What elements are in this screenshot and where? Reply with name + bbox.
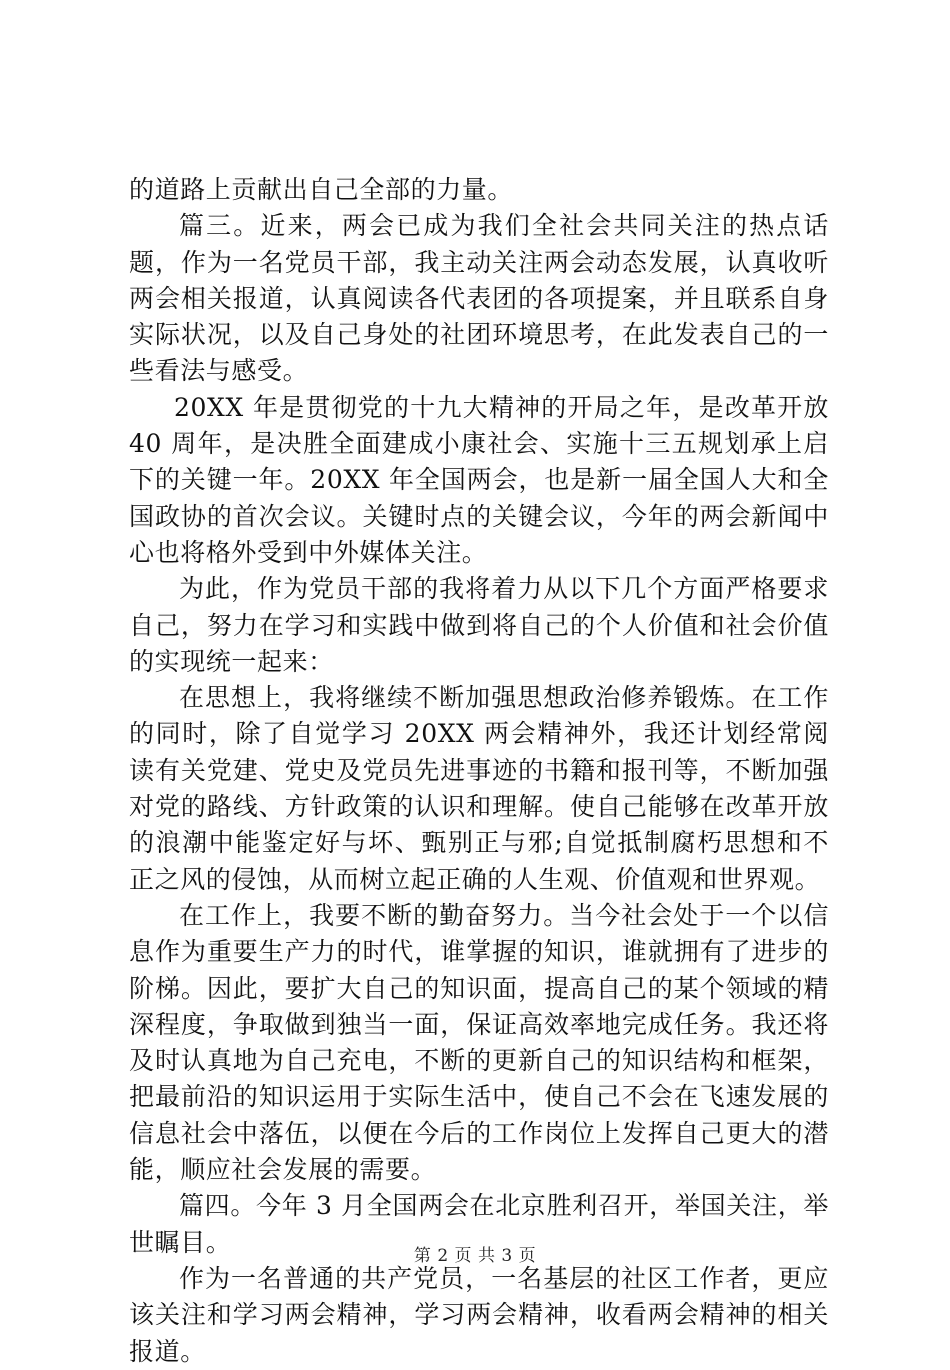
paragraph-requirements: 为此，作为党员干部的我将着力从以下几个方面严格要求自己，努力在学习和实践中做到将自己的个人价值和社会价值的实现统一起来： [129, 574, 829, 676]
paragraph-community-worker: 作为一名普通的共产党员，一名基层的社区工作者，更应该关注和学习两会精神，学习两会精神，收看两会精神的相关报道。 [129, 1263, 829, 1366]
paragraph-work: 在工作上，我要不断的勤奋努力。当今社会处于一个以信息作为重要生产力的时代，谁掌握的知识，谁就拥有了进步的阶梯。因此，要扩大自己的知识面，提高自己的某个领域的精深程度，争取做到独当一面，保证高效率地完成任务。我还将及时认真地为自己充电，不断的更新自己的知识结构和框架，把最前沿的知识运用于实际生活中，使自己不会在飞速发展的信息社会中落伍，以便在今后的工作岗位上发挥自己更大的潜能，顺应社会发展的需要。 [129, 900, 829, 1185]
document-body [129, 172, 829, 1370]
paragraph-anniversary: 20XX 年是贯彻党的十九大精神的开局之年，是改革开放 40 周年，是决胜全面建成小康社会、实施十三五规划承上启下的关键一年。20XX 年全国两会，也是新一届全国人大和全国政协的首次会议。关键时点的关键会议，今年的两会新闻中心也将格外受到中外媒体关注。 [129, 392, 829, 567]
paragraph-part-four-intro: 篇四。今年 3 月全国两会在北京胜利召开，举国关注，举世瞩目。 [129, 1191, 829, 1257]
paragraph-part-three-intro: 篇三。近来，两会已成为我们全社会共同关注的热点话题，作为一名党员干部，我主动关注两会动态发展，认真收听两会相关报道，认真阅读各代表团的各项提案，并且联系自身实际状况，以及自己身处的社团环境思考，在此发表自己的一些看法与感受。 [129, 211, 829, 386]
paragraph-ideology: 在思想上，我将继续不断加强思想政治修养锻炼。在工作的同时，除了自觉学习 20XX 两会精神外，我还计划经常阅读有关党建、党史及党员先进事迹的书籍和报刊等，不断加强对党的路线、方针政策的认识和理解。使自己能够在改革开放的浪潮中能鉴定好与坏、甄别正与邪;自觉抵制腐朽思想和不正之风的侵蚀，从而树立起正确的人生观、价值观和世界观。 [129, 683, 829, 894]
paragraph-continuation: 的道路上贡献出自己全部的力量。 [129, 175, 514, 204]
page-number-footer: 第 2 页 共 3 页 [413, 1246, 537, 1266]
